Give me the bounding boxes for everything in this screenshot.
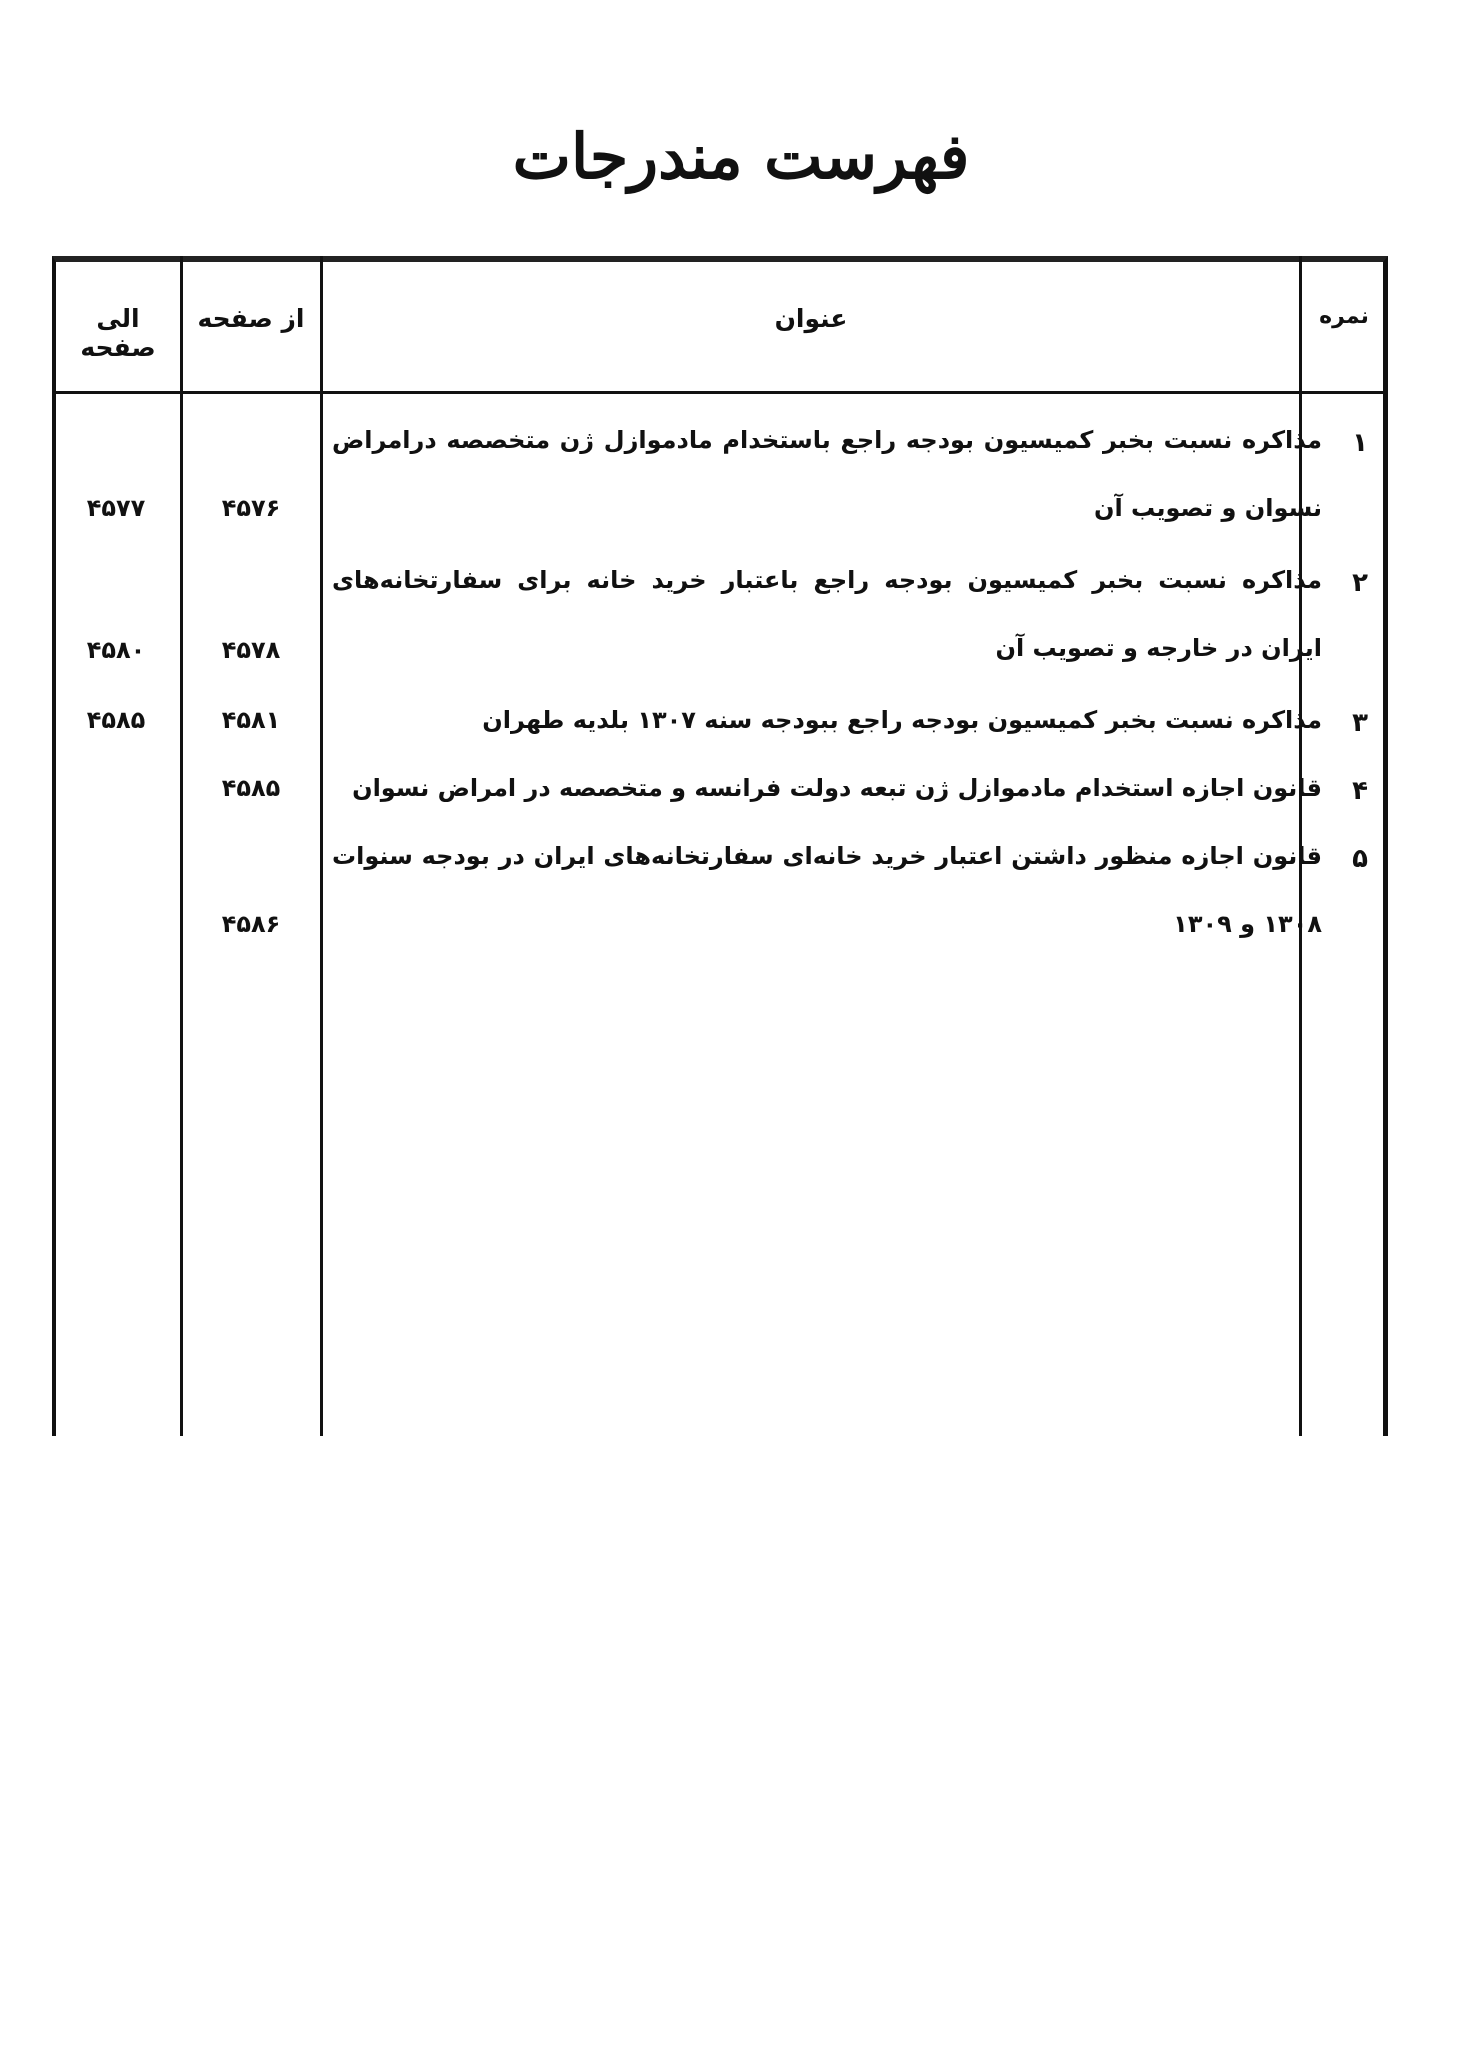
row-to-page: ۴۵۸۰ [86,636,146,664]
row-to-page: ۴۵۷۷ [86,494,146,522]
column-divider [320,256,323,1436]
row-number: ۲ [1352,568,1368,598]
row-title: قانون اجازه منظور داشتن اعتبار خرید خانه‌ای سفارتخانه‌های ایران در بودجه سنوات ۱۳۰۸ و ۱۳۰۹ [332,842,1322,938]
row-title: قانون اجازه استخدام مادموازل ژن تبعه دولت فرانسه و متخصصه در امراض نسوان [352,774,1322,802]
row-number: ۵ [1352,844,1368,874]
page-title: فهرست مندرجات [512,120,970,193]
header-title: عنوان [774,304,848,333]
row-to-page: ۴۵۸۵ [86,706,146,734]
row-title: مذاکره نسبت بخبر کمیسیون بودجه راجع باعتبار خرید خانه برای سفارتخانه‌های ایران در خارجه و تصویب آن [332,566,1322,662]
header-to-page: الی صفحه [80,304,156,362]
row-number: ۴ [1352,776,1368,806]
row-from-page: ۴۵۸۱ [221,706,281,734]
header-number: نمره [1319,304,1369,329]
header-divider [52,391,1388,394]
row-from-page: ۴۵۷۸ [221,636,281,664]
row-number: ۱ [1352,428,1368,458]
row-title: مذاکره نسبت بخبر کمیسیون بودجه راجع ببودجه سنه ۱۳۰۷ بلدیه طهران [482,706,1322,734]
contents-table [52,256,1388,1436]
row-title: مذاکره نسبت بخبر کمیسیون بودجه راجع باستخدام مادموازل ژن متخصصه درامراض نسوان و تصویب آن [332,426,1322,522]
row-from-page: ۴۵۷۶ [221,494,281,522]
row-number: ۳ [1352,708,1368,738]
row-from-page: ۴۵۸۶ [221,910,281,938]
row-from-page: ۴۵۸۵ [221,774,281,802]
header-from-page: از صفحه [197,304,305,333]
column-divider [180,256,183,1436]
